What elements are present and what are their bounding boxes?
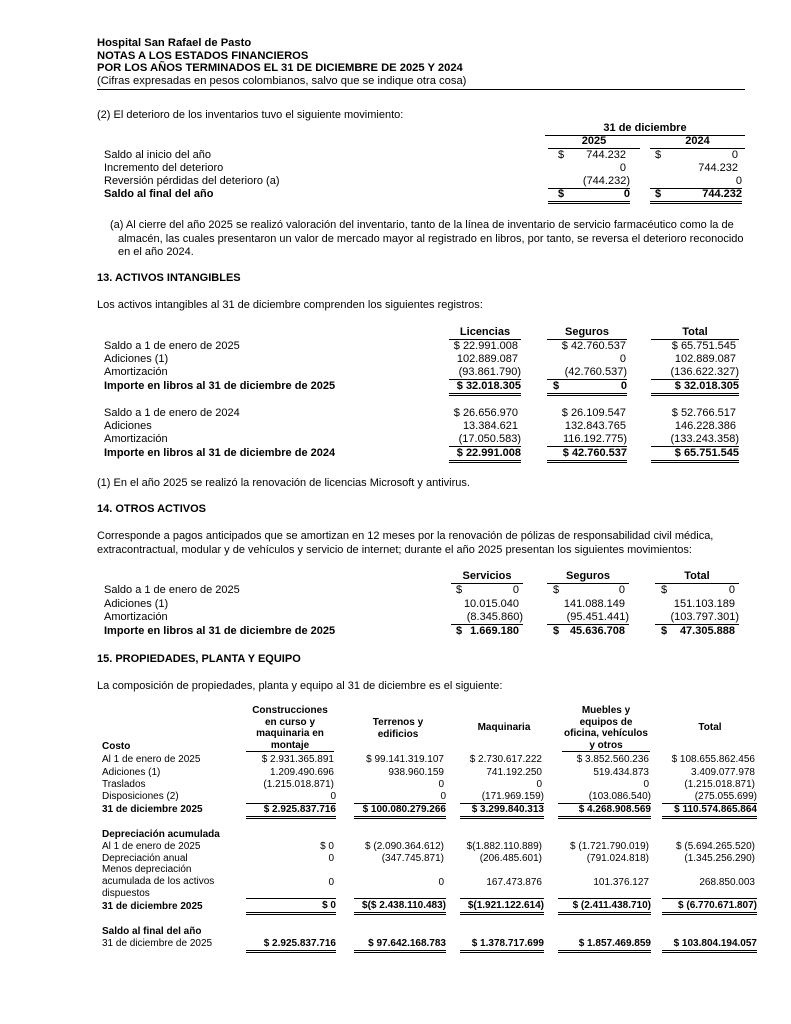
- section-14-title: 14. OTROS ACTIVOS: [97, 503, 207, 515]
- inv-value-2024: 744.232: [650, 188, 742, 204]
- value-total: $ 32.018.305: [651, 380, 739, 396]
- currency-sign: $: [655, 149, 662, 161]
- value-servicios: (8.345.860): [451, 611, 523, 625]
- value-servicios: 1.669.180: [470, 625, 519, 637]
- col-servicios: Servicios: [451, 570, 523, 584]
- row-label: 31 de diciembre 2025: [102, 804, 203, 815]
- value-maquinaria: $ 2.730.617.222: [469, 754, 542, 765]
- value-muebles: 519.434.873: [593, 767, 649, 778]
- inv-value-2024: 0: [650, 175, 742, 189]
- col-total: Total: [698, 722, 722, 733]
- value-total: $ 65.751.545: [651, 447, 739, 463]
- row-label: Depreciación anual: [102, 853, 188, 864]
- value-construcciones: $ 2.925.837.716: [246, 803, 336, 819]
- col-muebles: Muebles y equipos de oficina, vehículos y otros: [562, 705, 650, 752]
- value-total: 268.850.003: [699, 877, 755, 888]
- inv-value-2025: (744.232): [548, 175, 630, 189]
- inventory-note-a: (a) Al cierre del año 2025 se realizó valoración del inventario, tanto de la línea de inventario de servicio farmacéutico como la de almacén, las cuales presentaron un valor de mercado mayor al registrado en libros, por tanto, se reversa el deterioro reconocido en el año 2024.: [110, 219, 744, 258]
- value-total: $ (5.694.265.520): [676, 841, 755, 852]
- value-muebles: $ 1.857.469.859: [558, 937, 651, 953]
- value-licencias: $ 26.656.970: [453, 407, 518, 419]
- value-total: (103.797.301): [655, 611, 739, 625]
- value-total: 0: [728, 584, 735, 596]
- value-construcciones: 1.209.490.696: [270, 767, 334, 778]
- value-maquinaria: $(1.921.122.614): [460, 898, 544, 915]
- inventory-intro: (2) El deterioro de los inventarios tuvo el siguiente movimiento:: [97, 109, 404, 121]
- value-total: (1.345.256.290): [684, 853, 755, 864]
- value-terrenos: $ (2.090.364.612): [365, 841, 444, 852]
- section-13-intro: Los activos intangibles al 31 de diciembre comprenden los siguientes registros:: [97, 299, 483, 311]
- row-label: Saldo a 1 de enero de 2025: [104, 584, 240, 596]
- value-seguros: (42.760.537): [547, 366, 627, 380]
- value-maquinaria: (171.969.159): [460, 790, 544, 804]
- currency-sign: $: [456, 584, 463, 596]
- col-licencias: Licencias: [449, 326, 521, 340]
- value-seguros: (95.451.441): [547, 611, 629, 625]
- col-total: Total: [655, 570, 739, 584]
- value-muebles: $ (2.411.438.710): [558, 898, 651, 915]
- value-seguros: 116.192.775): [547, 433, 627, 447]
- value-seguros: 132.843.765: [564, 420, 626, 432]
- value-construcciones: (1.215.018.871): [263, 779, 334, 790]
- value-total: 3.409.077.978: [691, 767, 755, 778]
- inv-value-2025: 0: [548, 188, 630, 204]
- col-2025: 2025: [548, 135, 640, 149]
- inv-value-2024: 744.232: [698, 162, 738, 174]
- value-construcciones: $ 0: [320, 841, 334, 852]
- col-total: Total: [651, 326, 739, 340]
- currency-sign: $: [456, 625, 463, 637]
- value-terrenos: $ 99.141.319.107: [366, 754, 444, 765]
- value-total: 102.889.087: [674, 353, 736, 365]
- period-title: POR LOS AÑOS TERMINADOS EL 31 DE DICIEMBRE DE 2025 Y 2024: [97, 62, 463, 75]
- value-terrenos: $ 100.080.279.266: [354, 803, 446, 819]
- inv-value-2025: 0: [619, 162, 626, 174]
- value-total: $ 110.574.865.864: [662, 803, 757, 819]
- inv-row-label: Reversión pérdidas del deterioro (a): [104, 175, 280, 187]
- value-licencias: 102.889.087: [456, 353, 518, 365]
- document-header: [97, 37, 745, 90]
- currency-sign: $: [661, 584, 668, 596]
- value-construcciones: $ 0: [246, 898, 336, 915]
- row-label: Amortización: [104, 366, 168, 378]
- row-label: Adiciones (1): [104, 353, 169, 365]
- value-maquinaria: 0: [536, 779, 542, 790]
- value-construcciones: $ 2.925.837.716: [246, 937, 336, 953]
- value-seguros: $ 42.760.537: [561, 340, 626, 352]
- notes-title: NOTAS A LOS ESTADOS FINANCIEROS: [97, 49, 309, 62]
- value-muebles: 101.376.127: [593, 877, 649, 888]
- final-title: Saldo al final del año: [102, 926, 202, 937]
- value-maquinaria: $(1.882.110.889): [466, 841, 542, 852]
- period-header: 31 de diciembre: [545, 122, 745, 136]
- value-licencias: 13.384.621: [462, 420, 518, 432]
- row-label: Amortización: [104, 433, 168, 445]
- value-muebles: $ (1.721.790.019): [570, 841, 649, 852]
- row-label: Al 1 de enero de 2025: [102, 841, 201, 852]
- value-seguros: $ 26.109.547: [561, 407, 626, 419]
- value-licencias: $ 22.991.008: [449, 447, 521, 463]
- value-construcciones: 0: [328, 853, 334, 864]
- value-licencias: (17.050.583): [449, 433, 521, 447]
- col-2024: 2024: [650, 135, 745, 149]
- row-label: Adiciones (1): [102, 767, 161, 778]
- value-servicios: 10.015.040: [463, 598, 519, 610]
- value-construcciones: 0: [328, 877, 334, 888]
- value-terrenos: $ 97.642.168.783: [354, 937, 446, 953]
- value-total: $ 65.751.545: [671, 340, 736, 352]
- value-seguros: 0: [619, 353, 626, 365]
- value-seguros: 0: [547, 380, 627, 396]
- hospital-name: Hospital San Rafael de Pasto: [97, 37, 252, 49]
- inv-value-2024: 0: [731, 149, 738, 161]
- value-maquinaria: 741.192.250: [486, 767, 542, 778]
- section-14-intro: Corresponde a pagos anticipados que se amortizan en 12 meses por la renovación de pólizas de responsabilidad civil médica, extracontractual, modular y de vehículos y servicio de internet; durante el año 2025 presentan los siguientes movimientos:: [97, 530, 714, 556]
- col-construcciones: Construcciones en curso y maquinaria en montaje: [246, 705, 334, 752]
- row-label: Importe en libros al 31 de diciembre de 2024: [104, 447, 336, 459]
- row-label: Menos depreciación acumulada de los activos dispuestos: [102, 864, 215, 899]
- col-costo: Costo: [102, 741, 131, 752]
- value-maquinaria: (206.485.601): [479, 853, 542, 864]
- value-total: $ (6.770.671.807): [662, 898, 757, 915]
- section-15-intro: La composición de propiedades, planta y equipo al 31 de diciembre es el siguiente:: [97, 680, 503, 692]
- value-total: $ 52.766.517: [671, 407, 736, 419]
- row-label: Saldo a 1 de enero de 2024: [104, 407, 240, 419]
- row-label: Saldo a 1 de enero de 2025: [104, 340, 240, 352]
- value-total: (275.055.699): [662, 790, 757, 804]
- value-construcciones: 0: [246, 790, 336, 804]
- value-licencias: (93.861.790): [449, 366, 521, 380]
- value-terrenos: (347.745.871): [381, 853, 444, 864]
- col-seguros: Seguros: [547, 570, 629, 584]
- value-muebles: (103.086.540): [558, 790, 651, 804]
- value-muebles: 0: [643, 779, 649, 790]
- value-construcciones: $ 2.931.365.891: [261, 754, 334, 765]
- value-total: $ 103.804.194.057: [662, 937, 757, 953]
- inv-row-label: Saldo al inicio del año: [104, 149, 212, 161]
- section-13-title: 13. ACTIVOS INTANGIBLES: [97, 272, 241, 284]
- row-label: Adiciones: [104, 420, 152, 432]
- currency-sign: $: [661, 625, 668, 637]
- currency-sign: $: [558, 149, 565, 161]
- row-label: 31 de diciembre 2025: [102, 901, 203, 912]
- currency-note: (Cifras expresadas en pesos colombianos, salvo que se indique otra cosa): [97, 74, 467, 87]
- row-label: Amortización: [104, 611, 168, 623]
- dep-title: Depreciación acumulada: [102, 829, 220, 840]
- value-licencias: $ 22.991.008: [453, 340, 518, 352]
- value-terrenos: 0: [354, 790, 446, 804]
- row-label: Adiciones (1): [104, 598, 169, 610]
- currency-sign: $: [553, 380, 560, 392]
- value-servicios: 0: [512, 584, 519, 596]
- currency-sign: $: [553, 584, 560, 596]
- value-total: $ 108.655.862.456: [671, 754, 755, 765]
- row-label: Importe en libros al 31 de diciembre de 2025: [104, 380, 336, 392]
- col-maquinaria: Maquinaria: [477, 722, 531, 733]
- value-maquinaria: 167.473.876: [486, 877, 542, 888]
- currency-sign: $: [558, 188, 565, 200]
- section-15-title: 15. PROPIEDADES, PLANTA Y EQUIPO: [97, 653, 301, 665]
- row-label: 31 de diciembre de 2025: [102, 938, 213, 949]
- section-13-note: (1) En el año 2025 se realizó la renovación de licencias Microsoft y antivirus.: [97, 477, 470, 489]
- value-total: (133.243.358): [651, 433, 739, 447]
- col-seguros: Seguros: [547, 326, 627, 340]
- value-maquinaria: $ 3.299.840.313: [460, 803, 544, 819]
- row-label: Disposiciones (2): [102, 791, 179, 802]
- inv-value-2025: 744.232: [586, 149, 626, 161]
- value-seguros: 141.088.149: [563, 598, 625, 610]
- value-terrenos: 0: [438, 877, 444, 888]
- value-seguros: 45.636.708: [569, 625, 625, 637]
- value-terrenos: $($ 2.438.110.483): [354, 898, 446, 915]
- currency-sign: $: [655, 188, 662, 200]
- currency-sign: $: [553, 625, 560, 637]
- row-label: Traslados: [102, 779, 146, 790]
- col-terrenos: Terrenos y edificios: [372, 717, 424, 740]
- value-total: 47.305.888: [679, 625, 735, 637]
- value-total: 146.228.386: [674, 420, 736, 432]
- inv-row-label: Incremento del deterioro: [104, 162, 224, 174]
- row-label: Importe en libros al 31 de diciembre de 2025: [104, 625, 336, 637]
- value-muebles: $ 3.852.560.236: [576, 754, 649, 765]
- inv-row-label: Saldo al final del año: [104, 188, 214, 200]
- value-maquinaria: $ 1.378.717.699: [460, 937, 544, 953]
- value-total: 151.103.189: [673, 598, 735, 610]
- row-label: Al 1 de enero de 2025: [102, 754, 201, 765]
- value-licencias: $ 32.018.305: [449, 380, 521, 396]
- value-seguros: $ 42.760.537: [547, 447, 627, 463]
- value-muebles: $ 4.268.908.569: [558, 803, 651, 819]
- value-muebles: (791.024.818): [586, 853, 649, 864]
- value-terrenos: 0: [438, 779, 444, 790]
- value-terrenos: 938.960.159: [388, 767, 444, 778]
- value-total: (1.215.018.871): [684, 779, 755, 790]
- value-total: (136.622.327): [651, 366, 739, 380]
- value-seguros: 0: [618, 584, 625, 596]
